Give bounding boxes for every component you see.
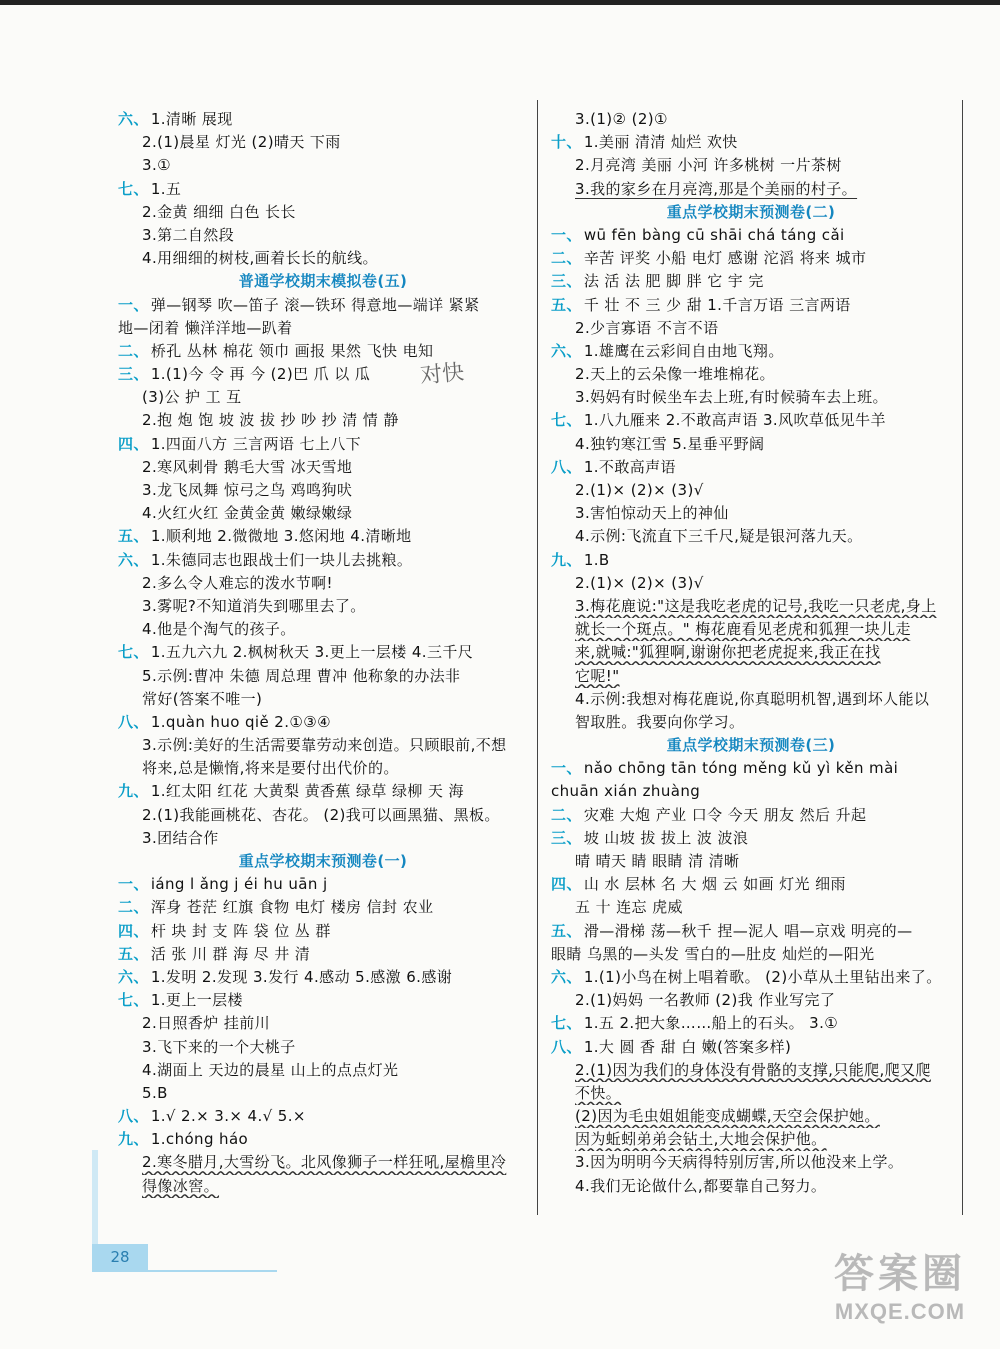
answer-text: 常好(答案不唯一) [142,689,263,708]
answer-text: 3.梅花鹿说:"这是我吃老虎的记号,我吃一只老虎,身上 [575,596,937,615]
question-number: 一、 [551,225,582,244]
answer-text: 1.(1)小鸟在树上唱着歌。 (2)小草从土里钻出来了。 [583,967,942,986]
answer-text: 2.(1)我能画桃花、杏花。 (2)我可以画黑猫、黑板。 [142,805,500,824]
answer-line [118,896,528,919]
answer-line [118,386,528,409]
answer-text: 来,就喊:"狐狸啊,谢谢你把老虎捉来,我正在找 [575,643,881,662]
answer-text: 5.B [142,1083,168,1102]
answer-line [118,108,528,131]
answer-line [551,896,951,919]
answer-text: 千 壮 不 三 少 甜 1.千言万语 三言两语 [583,295,851,314]
answer-line [118,178,528,201]
answer-line [551,1175,951,1198]
answer-line [551,433,951,456]
question-number: 五、 [551,921,582,940]
answer-line [118,1105,528,1128]
answer-line [551,409,951,432]
answer-line [118,665,528,688]
answer-text: chuān xián zhuàng [551,782,701,801]
question-number: 五、 [551,295,582,314]
question-number: 七、 [551,411,582,430]
answer-line [118,1059,528,1082]
answer-text: 3.飞下来的一个大桃子 [142,1037,296,1056]
answer-line [551,294,951,317]
answer-line [551,317,951,340]
answer-text: 1.八九雁来 2.不敢高声语 3.风吹草低见牛羊 [583,411,886,430]
answer-text: 4.他是个淘气的孩子。 [142,620,296,639]
answer-line [551,920,951,943]
answer-line [118,618,528,641]
answer-line [118,247,528,270]
answer-text: 桥孔 丛林 棉花 领巾 画报 果然 飞快 电知 [150,341,434,360]
answer-text: 4.我们无论做什么,都要靠自己努力。 [575,1176,827,1195]
answer-line [551,456,951,479]
section-title: 普通学校期末模拟卷(五) [238,272,408,291]
answer-text: 3.因为明明今天病得特别厉害,所以他没来上学。 [575,1153,904,1172]
answer-line [118,456,528,479]
question-number: 九、 [551,550,582,569]
answer-line [118,1151,528,1174]
answer-text: 1.(1)今 令 再 今 (2)巴 爪 以 瓜 [150,365,371,384]
question-number: 六、 [551,341,582,360]
question-number: 七、 [118,643,149,662]
question-number: 八、 [118,1107,149,1126]
answer-text: 晴 晴天 睛 眼睛 清 清晰 [575,852,740,870]
question-number: 一、 [551,759,582,778]
answer-line [118,340,528,363]
question-number: 四、 [118,434,149,453]
section-title: 重点学校期末预测卷(二) [666,202,836,221]
question-number: 二、 [551,805,582,824]
answer-line [551,1128,951,1151]
answer-text: 因为蚯蚓弟弟会钻土,大地会保护他。 [575,1130,827,1149]
page-side-accent [92,1150,98,1244]
handwritten-stamp: 对快 [419,360,466,389]
answer-line [118,734,528,757]
answer-line [551,688,951,711]
answer-text: 2.寒风刺骨 鹅毛大雪 冰天雪地 [142,457,353,476]
answer-line [118,549,528,572]
answer-text: 4.示例:我想对梅花鹿说,你真聪明机智,遇到坏人能以 [575,689,930,708]
answer-text: 1.不敢高声语 [583,457,676,476]
question-number: 六、 [551,967,582,986]
answer-text: 智取胜。我要向你学习。 [575,712,745,731]
answer-line [118,688,528,711]
answer-line [118,525,528,548]
answer-line [118,502,528,525]
answer-text: 得像冰窖。 [142,1176,220,1195]
answer-line [551,108,951,131]
question-number: 三、 [118,365,149,384]
question-number: 五、 [118,527,149,546]
answer-text: 1.清晰 展现 [150,110,233,128]
answer-text: 它呢!" [575,666,620,685]
answer-line [551,247,951,270]
answer-line [551,178,951,201]
answer-text: 1.红太阳 红花 大黄梨 黄香蕉 绿草 绿柳 天 海 [150,782,464,801]
answer-line [551,873,951,896]
answer-line [551,502,951,525]
answer-text: 1.顺利地 2.微微地 3.悠闲地 4.清晰地 [150,527,412,546]
answer-line [118,1128,528,1151]
answer-text: 1.√ 2.× 3.× 4.√ 5.× [150,1107,306,1126]
answer-line [118,409,528,432]
question-number: 二、 [551,249,582,268]
question-number: 二、 [118,898,149,917]
section-title: 重点学校期末预测卷(三) [666,736,836,755]
answer-line [551,224,951,247]
question-number: 六、 [118,550,149,569]
answer-line [551,340,951,363]
answer-line [118,804,528,827]
answer-line [551,780,951,803]
answer-line [118,294,528,317]
answer-line [118,363,528,386]
answer-text: wū fēn bàng cū shāi chá táng cǎi [583,225,845,244]
top-border [0,0,1000,5]
answer-text: 2.(1)× (2)× (3)√ [575,573,704,592]
answer-text: 2.寒冬腊月,大雪纷飞。北风像狮子一样狂吼,屋檐里冷 [142,1153,507,1172]
answer-text: 2.少言寡语 不言不语 [575,318,719,337]
answer-line [551,827,951,850]
answer-text: 4.用细细的树枝,画着长长的航线。 [142,249,378,268]
answer-text: 1.雄鹰在云彩间自由地飞翔。 [583,341,784,360]
answer-text: 3.团结合作 [142,828,219,847]
watermark [820,1250,980,1326]
answer-text: 五 十 连忘 虎威 [575,898,683,917]
answer-text: 弹—钢琴 吹—笛子 滚—铁环 得意地—端详 紧紧 [150,295,480,314]
answer-line [551,131,951,154]
right-column [551,108,951,1198]
answer-text: 将来,总是懒惰,将来是要付出代价的。 [142,759,399,778]
answer-text: 活 张 川 群 海 尽 井 清 [150,944,311,963]
question-number: 七、 [118,991,149,1010]
watermark-logo: 答案圈 [834,1252,966,1296]
answer-line [118,595,528,618]
answer-text: 2.(1)因为我们的身体没有骨骼的支撑,只能爬,爬又爬 [575,1060,931,1079]
answer-line [118,711,528,734]
answer-text: 3.龙飞凤舞 惊弓之鸟 鸡鸣狗吠 [142,481,353,499]
answer-line [551,270,951,293]
answer-text: 3.示例:美好的生活需要靠劳动来创造。只顾眼前,不想 [142,736,507,755]
answer-text: 灾难 大炮 产业 口令 今天 朋友 然后 升起 [583,805,867,824]
answer-line [551,641,951,664]
answer-text: 4.湖面上 天边的晨星 山上的点点灯光 [142,1060,399,1079]
answer-text: 1.五 2.把大象……船上的石头。 3.① [583,1014,839,1033]
answer-line [551,1012,951,1035]
question-number: 四、 [551,875,582,894]
answer-text: 2.日照香炉 挂前川 [142,1014,271,1033]
answer-text: 法 活 法 肥 脚 胖 它 宇 完 [583,272,764,291]
answer-line [551,525,951,548]
answer-text: 3.① [142,156,171,175]
answer-text: 1.B [583,550,610,569]
answer-text: (3)公 护 工 互 [142,388,242,407]
answer-text: 2.(1)晨星 灯光 (2)晴天 下雨 [142,133,341,152]
answer-text: 地—闭着 懒洋洋地—趴着 [118,318,293,337]
answer-line [118,641,528,664]
answer-line [118,201,528,224]
answer-text: 1.美丽 清清 灿烂 欢快 [583,133,738,152]
answer-text: 1.发明 2.发现 3.发行 4.感动 5.感激 6.感谢 [150,967,453,986]
answer-line [551,966,951,989]
answer-line [551,989,951,1012]
answer-text: 山 水 层林 名 大 烟 云 如画 灯光 细雨 [583,875,846,894]
answer-text: 2.(1)妈妈 一名教师 (2)我 作业写完了 [575,991,836,1010]
question-number: 五、 [118,944,149,963]
answer-text: 1.五 [150,179,182,198]
answer-text: 坡 山坡 拔 拔上 波 波浪 [583,828,749,847]
answer-line [551,1151,951,1174]
page-footer-line [92,1270,277,1272]
answer-line [551,804,951,827]
answer-line [118,1082,528,1105]
answer-text: 辛苦 评奖 小船 电灯 感谢 沱滔 将来 城市 [583,249,867,268]
answer-line [118,1175,528,1198]
question-number: 一、 [118,875,149,894]
question-number: 七、 [118,179,149,198]
question-number: 一、 [118,295,149,314]
answer-line [118,1012,528,1035]
answer-line [118,224,528,247]
answer-text: 1.五九六九 2.枫树秋天 3.更上一层楼 4.三千尺 [150,643,474,662]
answer-text: 3.(1)② (2)① [575,110,668,128]
answer-text: 1.更上一层楼 [150,991,243,1010]
answer-line [551,595,951,618]
question-number: 八、 [551,457,582,476]
answer-line [551,549,951,572]
left-column [118,108,528,1198]
question-number: 九、 [118,1130,149,1149]
answer-line [551,363,951,386]
answer-text: 浑身 苍茫 红旗 食物 电灯 楼房 信封 农业 [150,898,434,917]
answer-line [118,989,528,1012]
answer-line [551,757,951,780]
answer-text: 3.第二自然段 [142,225,235,244]
answer-text: 1.chóng háo [150,1130,249,1149]
answer-line [551,618,951,641]
answer-text: 不快。 [575,1083,622,1102]
answer-line [118,479,528,502]
question-number: 六、 [118,110,149,128]
answer-text: 1.朱德同志也跟战士们一块儿去挑粮。 [150,550,413,569]
answer-line [551,386,951,409]
answer-line [118,827,528,850]
answer-text: 3.我的家乡在月亮湾,那是个美丽的村子。 [575,179,858,198]
answer-text: 1.大 圆 香 甜 白 嫩(答案多样) [583,1037,792,1056]
answer-text: nǎo chōng tān tóng měng kǔ yì kěn mài [583,759,899,778]
answer-line [118,1036,528,1059]
right-border [962,100,963,1215]
answer-line [118,873,528,896]
answer-text: 3.妈妈有时候坐车去上班,有时候骑车去上班。 [575,388,888,407]
answer-text: iáng l ǎng j éi hu uān j [150,875,328,894]
answer-line [118,317,528,340]
answer-line [118,131,528,154]
answer-text: 3.害怕惊动天上的神仙 [575,504,729,523]
question-number: 九、 [118,782,149,801]
answer-text: 2.(1)× (2)× (3)√ [575,481,704,499]
answer-text: 杆 块 封 支 阵 袋 位 丛 群 [150,921,331,940]
question-number: 八、 [118,712,149,731]
column-divider [537,100,538,1215]
answer-text: 眼睛 乌黑的—头发 雪白的—肚皮 灿烂的—阳光 [551,944,875,963]
answer-line [118,433,528,456]
answer-line [551,1036,951,1059]
answer-line [551,479,951,502]
answer-text: (2)因为毛虫姐姐能变成蝴蝶,天空会保护她。 [575,1107,880,1126]
question-number: 六、 [118,967,149,986]
answer-line [118,757,528,780]
answer-line [551,850,951,873]
answer-text: 3.雾呢?不知道消失到哪里去了。 [142,596,366,615]
answer-text: 4.独钓寒江雪 5.星垂平野阔 [575,434,765,453]
question-number: 三、 [551,828,582,847]
answer-text: 1.四面八方 三言两语 七上八下 [150,434,362,453]
answer-line [551,1105,951,1128]
answer-line [551,665,951,688]
question-number: 十、 [551,133,582,152]
answer-line [118,920,528,943]
answer-text: 1.quàn huo qiě 2.①③④ [150,712,331,731]
answer-line [118,154,528,177]
answer-line [551,1059,951,1082]
answer-line [551,943,951,966]
question-number: 七、 [551,1014,582,1033]
section-title: 重点学校期末预测卷(一) [238,852,408,870]
answer-text: 2.多么令人难忘的泼水节啊! [142,573,333,592]
answer-line [118,572,528,595]
answer-text: 2.金黄 细细 白色 长长 [142,202,296,221]
answer-text: 滑—滑梯 荡—秋千 捏—泥人 唱—京戏 明亮的— [583,921,913,940]
answer-line [118,780,528,803]
answer-text: 4.火红火红 金黄金黄 嫩绿嫩绿 [142,504,353,523]
page-number: 28 [92,1244,148,1270]
question-number: 二、 [118,341,149,360]
answer-text: 就长一个斑点。" 梅花鹿看见老虎和狐狸一块儿走 [575,620,911,639]
answer-text: 2.月亮湾 美丽 小河 许多桃树 一片茶树 [575,156,842,175]
answer-text: 5.示例:曹冲 朱德 周总理 曹冲 他称象的办法非 [142,666,461,685]
question-number: 八、 [551,1037,582,1056]
answer-text: 2.天上的云朵像一堆堆棉花。 [575,365,775,384]
answer-line [551,154,951,177]
answer-text: 2.抱 炮 饱 坡 波 拔 抄 吵 抄 清 情 静 [142,411,399,430]
answer-line [551,1082,951,1105]
watermark-url: MXQE.COM [834,1299,966,1324]
answer-line [551,572,951,595]
answer-text: 4.示例:飞流直下三千尺,疑是银河落九天。 [575,527,863,546]
question-number: 四、 [118,921,149,940]
answer-line [551,711,951,734]
answer-line [118,966,528,989]
question-number: 三、 [551,272,582,291]
answer-line [118,943,528,966]
